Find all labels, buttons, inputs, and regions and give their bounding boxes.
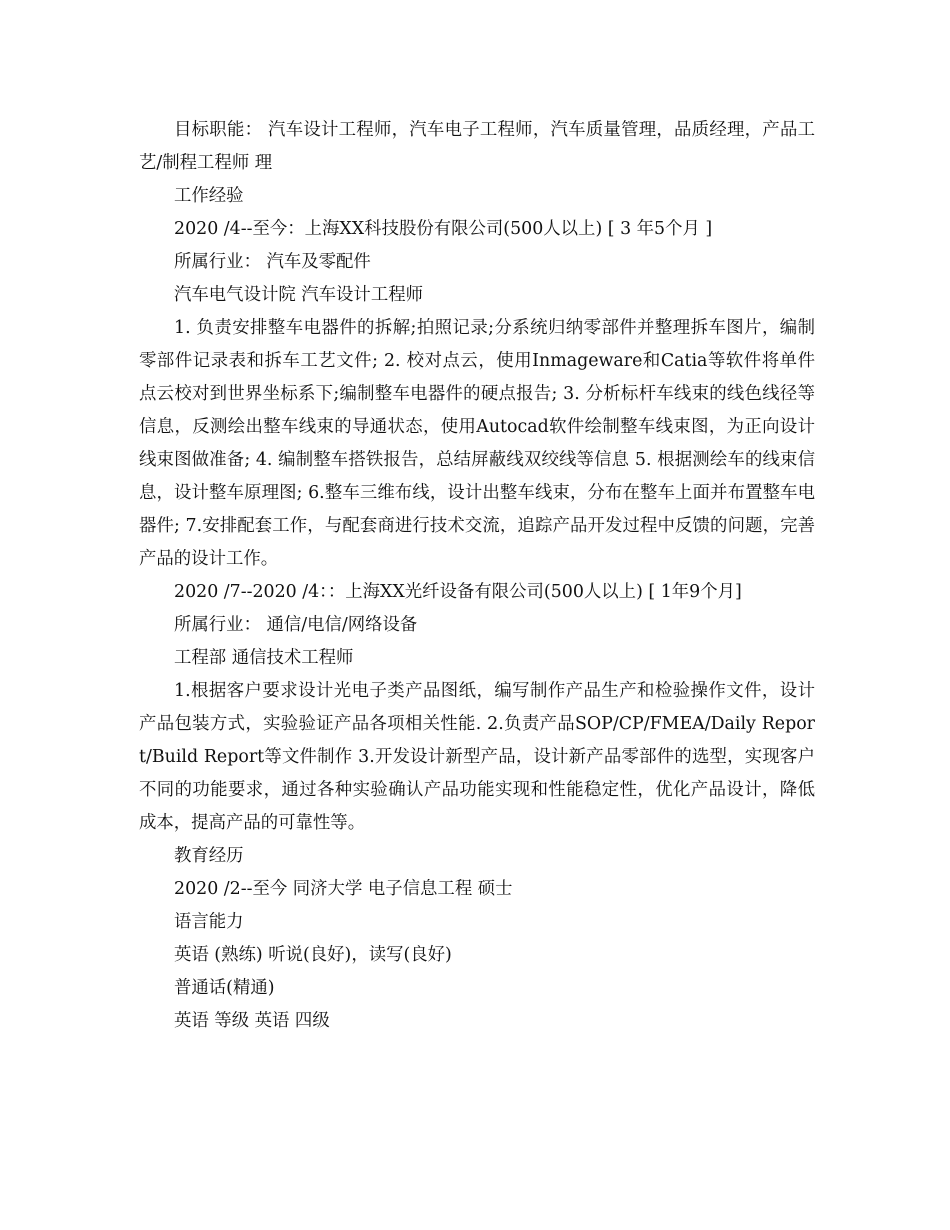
education-entry: 2020 /2--至今 同济大学 电子信息工程 硕士 xyxy=(174,879,513,899)
job-2-description: 1.根据客户要求设计光电子类产品图纸，编写制作产品生产和检验操作文件，设计产品包装方式，实验验证产品各项相关性能. 2.负责产品SOP/CP/FMEA/Daily Report/Build Report等文件制作 3.开发设计新型产品，设计新产品零部件的选型，实现客户不同的功能要求，通过各种实验确认产品功能实现和性能稳定性，优化产品设计，降低成本，提高产品的可靠性等。 xyxy=(139,681,815,833)
language-mandarin: 普通话(精通) xyxy=(174,978,275,998)
education-heading: 教育经历 xyxy=(174,846,244,866)
target-job-paragraph: 目标职能： 汽车设计工程师，汽车电子工程师，汽车质量管理，品质经理，产品工艺/制程工程师 理 xyxy=(139,120,815,173)
language-heading: 语言能力 xyxy=(174,912,244,932)
document-body xyxy=(139,114,815,1038)
language-english: 英语 (熟练) 听说(良好)，读写(良好) xyxy=(174,945,452,965)
job-2-department-title: 工程部 通信技术工程师 xyxy=(174,648,354,668)
job-2-period-company: 2020 /7--2020 /4：：上海XX光纤设备有限公司(500人以上) [ 1年9个月] xyxy=(174,582,742,602)
job-1-period-company: 2020 /4--至今：上海XX科技股份有限公司(500人以上) [ 3 年5个月 ] xyxy=(174,219,713,239)
job-1-industry: 所属行业： 汽车及零配件 xyxy=(174,252,371,272)
job-1-description: 1. 负责安排整车电器件的拆解;拍照记录;分系统归纳零部件并整理拆车图片，编制零部件记录表和拆车工艺文件; 2. 校对点云，使用Inmageware和Catia等软件将单件点云校对到世界坐标系下;编制整车电器件的硬点报告; 3. 分析标杆车线束的线色线径等信息，反测绘出整车线束的导通状态，使用Autocad软件绘制整车线束图，为正向设计线束图做准备; 4. 编制整车搭铁报告，总结屏蔽线双绞线等信息 5. 根据测绘车的线束信息，设计整车原理图; 6.整车三维布线，设计出整车线束，分布在整车上面并布置整车电器件; 7.安排配套工作，与配套商进行技术交流，追踪产品开发过程中反馈的问题，完善产品的设计工作。 xyxy=(139,318,815,569)
language-english-level: 英语 等级 英语 四级 xyxy=(174,1011,330,1031)
work-experience-heading: 工作经验 xyxy=(174,186,244,206)
job-1-department-title: 汽车电气设计院 汽车设计工程师 xyxy=(174,285,423,305)
job-2-industry: 所属行业： 通信/电信/网络设备 xyxy=(174,615,418,635)
